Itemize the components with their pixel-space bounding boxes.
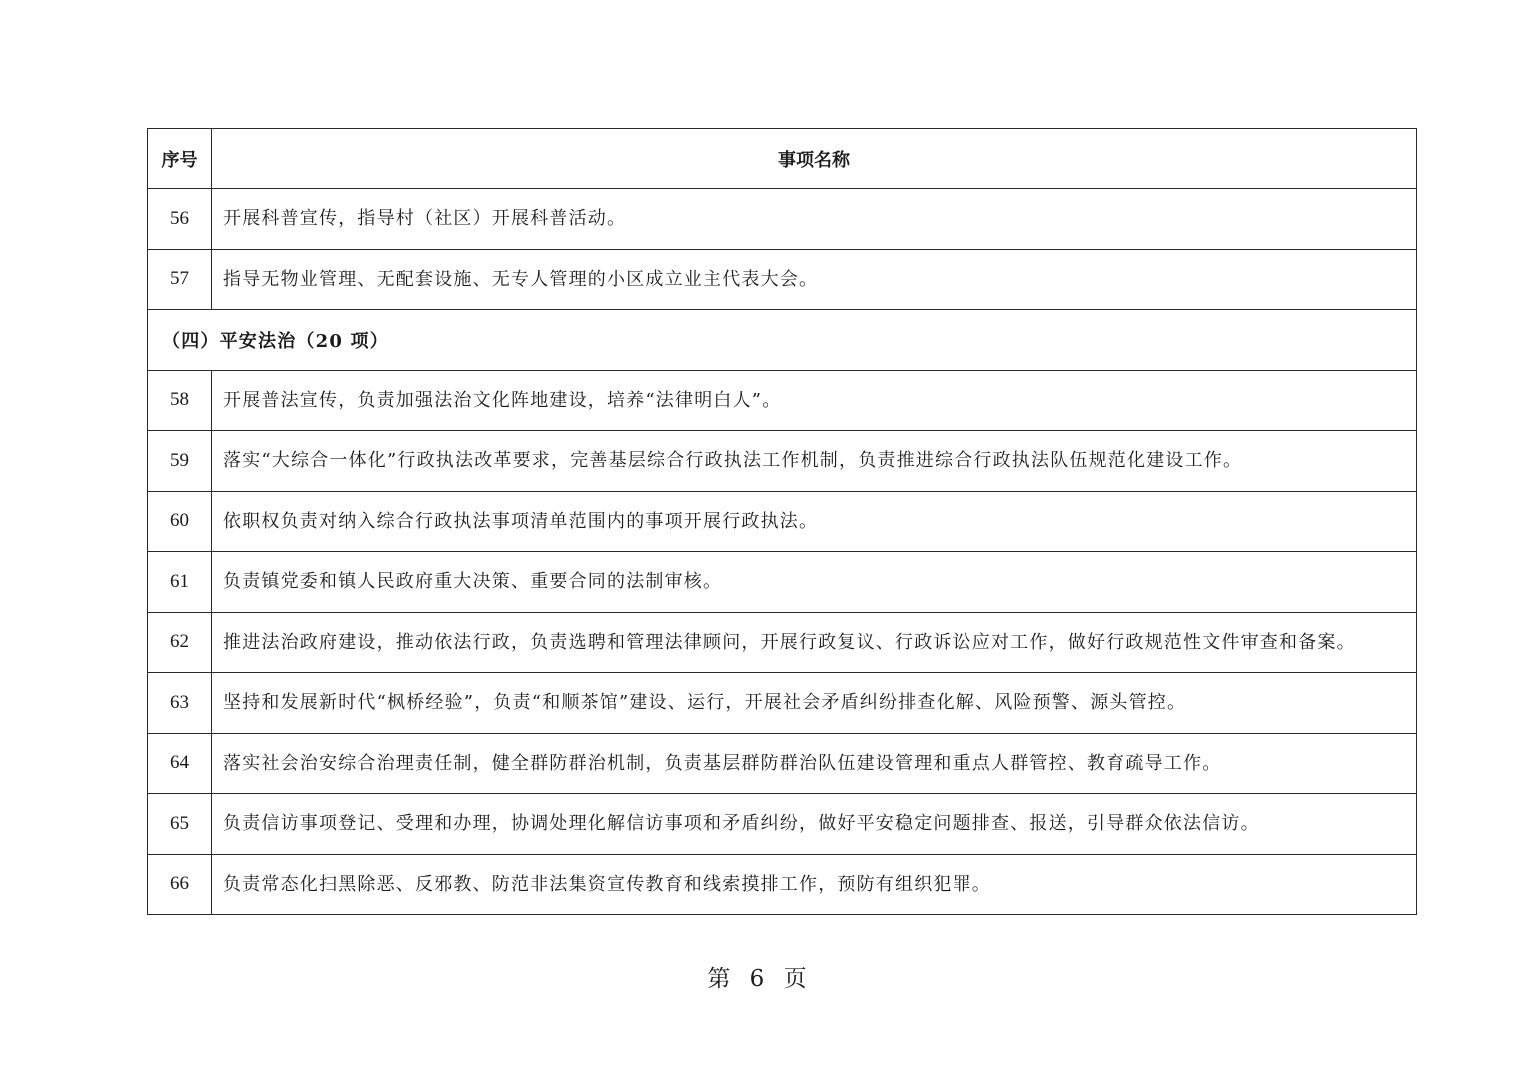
row-text: 指导无物业管理、无配套设施、无专人管理的小区成立业主代表大会。 — [212, 249, 1417, 310]
table-row — [148, 733, 1417, 794]
table-row — [148, 370, 1417, 431]
row-number: 61 — [148, 552, 212, 613]
section-row — [148, 310, 1417, 371]
matters-table-container — [147, 128, 1416, 915]
row-number: 65 — [148, 794, 212, 855]
row-text: 负责信访事项登记、受理和办理，协调处理化解信访事项和矛盾纠纷，做好平安稳定问题排查、报送，引导群众依法信访。 — [212, 794, 1417, 855]
table-row — [148, 794, 1417, 855]
table-row — [148, 612, 1417, 673]
table-row — [148, 189, 1417, 250]
row-number: 56 — [148, 189, 212, 250]
row-number: 59 — [148, 431, 212, 492]
row-number: 66 — [148, 854, 212, 915]
table-row — [148, 249, 1417, 310]
header-name: 事项名称 — [212, 129, 1417, 189]
row-number: 63 — [148, 673, 212, 734]
table-header-row — [148, 129, 1417, 189]
page-number: 第 6 页 — [707, 966, 813, 992]
table-row — [148, 491, 1417, 552]
row-text: 坚持和发展新时代“枫桥经验”，负责“和顺茶馆”建设、运行，开展社会矛盾纠纷排查化解、风险预警、源头管控。 — [212, 673, 1417, 734]
row-number: 64 — [148, 733, 212, 794]
header-number: 序号 — [148, 129, 212, 189]
table-row — [148, 552, 1417, 613]
row-text: 负责镇党委和镇人民政府重大决策、重要合同的法制审核。 — [212, 552, 1417, 613]
row-text: 开展科普宣传，指导村（社区）开展科普活动。 — [212, 189, 1417, 250]
matters-table — [147, 128, 1417, 915]
row-text: 依职权负责对纳入综合行政执法事项清单范围内的事项开展行政执法。 — [212, 491, 1417, 552]
row-text: 落实社会治安综合治理责任制，健全群防群治机制，负责基层群防群治队伍建设管理和重点人群管控、教育疏导工作。 — [212, 733, 1417, 794]
section-heading: （四）平安法治（20 项） — [148, 310, 1417, 371]
table-row — [148, 431, 1417, 492]
row-text: 负责常态化扫黑除恶、反邪教、防范非法集资宣传教育和线索摸排工作，预防有组织犯罪。 — [212, 854, 1417, 915]
row-number: 57 — [148, 249, 212, 310]
table-row — [148, 854, 1417, 915]
row-number: 58 — [148, 370, 212, 431]
table-row — [148, 673, 1417, 734]
row-text: 落实“大综合一体化”行政执法改革要求，完善基层综合行政执法工作机制，负责推进综合行政执法队伍规范化建设工作。 — [212, 431, 1417, 492]
row-number: 62 — [148, 612, 212, 673]
row-text: 推进法治政府建设，推动依法行政，负责选聘和管理法律顾问，开展行政复议、行政诉讼应对工作，做好行政规范性文件审查和备案。 — [212, 612, 1417, 673]
row-number: 60 — [148, 491, 212, 552]
row-text: 开展普法宣传，负责加强法治文化阵地建设，培养“法律明白人”。 — [212, 370, 1417, 431]
